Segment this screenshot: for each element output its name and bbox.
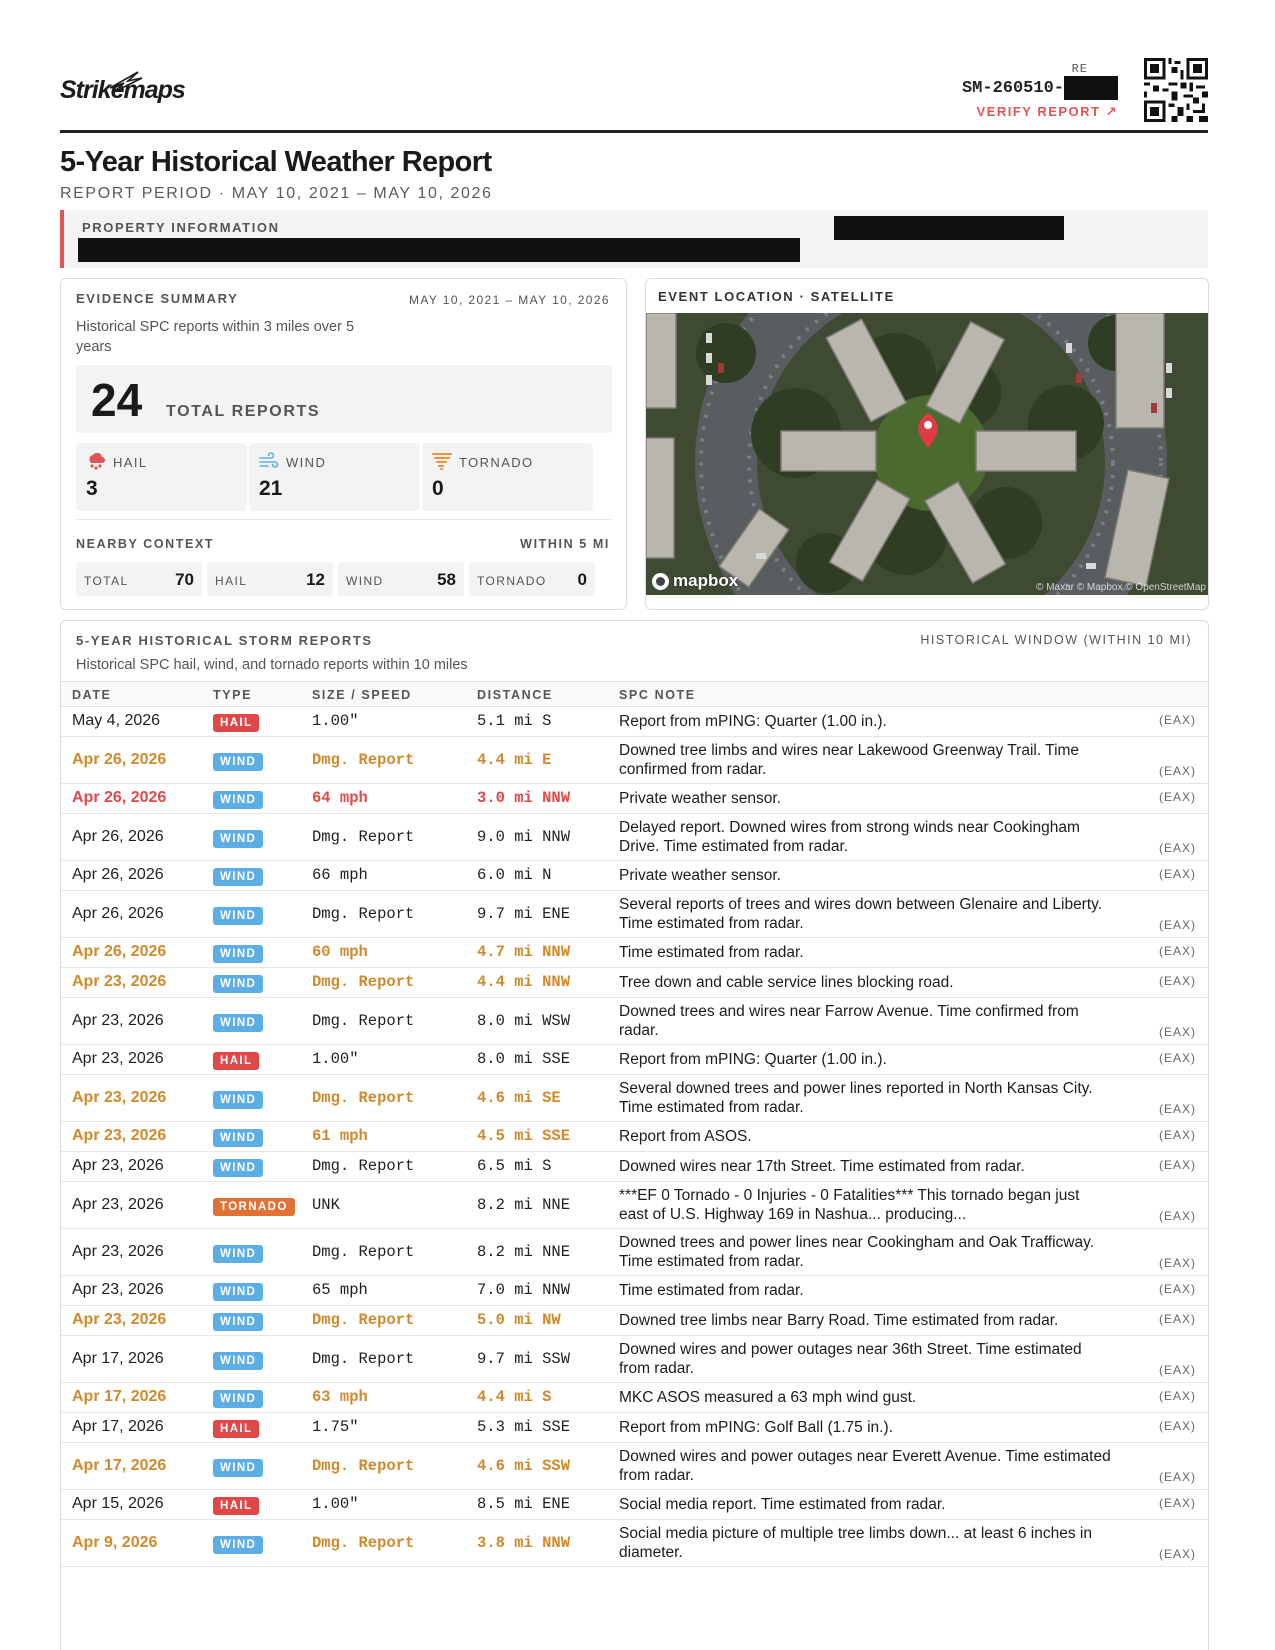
table-row <box>61 707 1208 737</box>
row-source-office: (EAX) <box>1158 841 1196 855</box>
row-source-office: (EAX) <box>1158 764 1196 778</box>
row-spc-note: Downed wires near 17th Street. Time estimated from radar. <box>619 1158 1025 1175</box>
table-row <box>61 998 1208 1045</box>
type-badge: HAIL <box>213 714 259 732</box>
row-distance: 4.4 mi E <box>477 751 552 769</box>
row-spc-note: Downed tree limbs and wires near Lakewood Greenway Trail. Time confirmed from radar. <box>619 742 1080 778</box>
row-spc-note: Social media picture of multiple tree limbs down... at least 6 inches in diameter. <box>619 1525 1092 1561</box>
column-type: TYPE <box>213 688 253 702</box>
row-date: Apr 23, 2026 <box>72 973 167 990</box>
type-badge: HAIL <box>213 1052 259 1070</box>
table-row <box>61 1152 1208 1182</box>
nearby-total-value: 70 <box>175 570 194 589</box>
type-badge: WIND <box>213 868 263 886</box>
row-spc-note: Downed trees and wires near Farrow Avenue. Time confirmed from radar. <box>619 1003 1079 1039</box>
row-source-office: (EAX) <box>1158 918 1196 932</box>
tornado-stat <box>422 443 593 511</box>
row-size-speed: Dmg. Report <box>312 828 415 846</box>
property-information <box>60 210 1208 268</box>
row-type <box>213 1158 263 1177</box>
row-size-speed: 61 mph <box>312 1127 368 1145</box>
row-size-speed: Dmg. Report <box>312 1243 415 1261</box>
nearby-context-label: NEARBY CONTEXT <box>76 537 215 551</box>
table-header <box>61 681 1208 707</box>
satellite-image <box>646 313 1209 595</box>
mapbox-logo-icon <box>652 573 669 590</box>
row-type <box>213 1496 259 1515</box>
row-type <box>213 944 263 963</box>
nearby-within-label: WITHIN 5 MI <box>520 537 610 551</box>
row-source-office: (EAX) <box>1158 1025 1196 1039</box>
row-source-office: (EAX) <box>1158 1256 1196 1270</box>
table-row <box>61 814 1208 861</box>
tornado-stat-label: TORNADO <box>459 455 534 470</box>
row-spc-note: Social media report. Time estimated from radar. <box>619 1496 946 1513</box>
row-spc-note: Several reports of trees and wires down between Glenaire and Liberty. Time estimated from radar. <box>619 896 1103 932</box>
column-distance: DISTANCE <box>477 688 553 702</box>
row-date: Apr 23, 2026 <box>72 1157 164 1174</box>
row-distance: 8.2 mi NNE <box>477 1196 571 1214</box>
table-row <box>61 1306 1208 1336</box>
row-size-speed: Dmg. Report <box>312 1457 415 1475</box>
table-row <box>61 1075 1208 1122</box>
nearby-hail-label: HAIL <box>215 574 248 588</box>
table-row <box>61 1336 1208 1383</box>
row-spc-note: ***EF 0 Tornado - 0 Injuries - 0 Fatalities*** This tornado began just east of U.S. Highway 169 in Nashua... producing... <box>619 1187 1080 1223</box>
row-date: Apr 17, 2026 <box>72 1457 167 1474</box>
row-distance: 7.0 mi NNW <box>477 1281 571 1299</box>
row-distance: 9.7 mi ENE <box>477 905 571 923</box>
type-badge: WIND <box>213 1091 263 1109</box>
row-type <box>213 867 263 886</box>
table-row <box>61 1045 1208 1075</box>
tornado-stat-value: 0 <box>432 477 444 500</box>
row-size-speed: Dmg. Report <box>312 751 415 769</box>
type-badge: WIND <box>213 830 263 848</box>
row-source-office: (EAX) <box>1158 713 1196 727</box>
row-spc-note: Downed tree limbs near Barry Road. Time estimated from radar. <box>619 1312 1059 1329</box>
row-distance: 5.1 mi S <box>477 712 552 730</box>
report-id-text: SM-260510- <box>961 78 1064 98</box>
row-date: Apr 26, 2026 <box>72 789 167 806</box>
row-size-speed: 60 mph <box>312 943 368 961</box>
row-spc-note: Downed wires and power outages near Everett Avenue. Time estimated from radar. <box>619 1448 1111 1484</box>
row-distance: 8.5 mi ENE <box>477 1495 571 1513</box>
row-source-office: (EAX) <box>1158 944 1196 958</box>
historical-window-label: HISTORICAL WINDOW (WITHIN 10 MI) <box>920 633 1192 647</box>
table-row <box>61 861 1208 891</box>
row-spc-note: Report from ASOS. <box>619 1128 752 1145</box>
row-type <box>213 1128 263 1147</box>
row-date: Apr 23, 2026 <box>72 1127 167 1144</box>
row-type <box>213 1051 259 1070</box>
row-type <box>213 752 263 771</box>
row-date: Apr 26, 2026 <box>72 828 164 845</box>
row-spc-note: Time estimated from radar. <box>619 944 804 961</box>
row-date: Apr 23, 2026 <box>72 1089 167 1106</box>
row-source-office: (EAX) <box>1158 1389 1196 1403</box>
row-type <box>213 1197 295 1216</box>
wind-icon <box>259 452 279 470</box>
context-divider <box>76 519 612 520</box>
table-row <box>61 1520 1208 1567</box>
event-location-card <box>645 278 1209 610</box>
verify-report-link[interactable]: VERIFY REPORT ↗ <box>976 104 1118 119</box>
row-size-speed: Dmg. Report <box>312 1350 415 1368</box>
row-spc-note: MKC ASOS measured a 63 mph wind gust. <box>619 1389 917 1406</box>
table-row <box>61 1413 1208 1443</box>
row-distance: 4.4 mi S <box>477 1388 552 1406</box>
row-size-speed: 1.00" <box>312 1495 359 1513</box>
row-date: May 4, 2026 <box>72 712 161 729</box>
report-id <box>962 76 1118 100</box>
row-distance: 4.5 mi SSE <box>477 1127 571 1145</box>
table-row <box>61 1490 1208 1520</box>
row-size-speed: Dmg. Report <box>312 905 415 923</box>
nearby-wind-value: 58 <box>437 570 456 589</box>
type-badge: WIND <box>213 1283 263 1301</box>
hail-icon <box>86 452 106 470</box>
evidence-label: EVIDENCE SUMMARY <box>76 291 239 306</box>
type-badge: WIND <box>213 753 263 771</box>
qr-code-icon[interactable] <box>1144 58 1208 122</box>
row-source-office: (EAX) <box>1158 1496 1196 1510</box>
row-source-office: (EAX) <box>1158 1282 1196 1296</box>
row-size-speed: 1.75" <box>312 1418 359 1436</box>
table-row <box>61 1122 1208 1152</box>
column-size-speed: SIZE / SPEED <box>312 688 412 702</box>
row-date: Apr 17, 2026 <box>72 1350 164 1367</box>
type-badge: WIND <box>213 1459 263 1477</box>
row-date: Apr 17, 2026 <box>72 1418 164 1435</box>
row-spc-note: Report from mPING: Quarter (1.00 in.). <box>619 1051 887 1068</box>
type-badge: WIND <box>213 1536 263 1554</box>
type-badge: WIND <box>213 1352 263 1370</box>
row-source-office: (EAX) <box>1158 1158 1196 1172</box>
page-title: 5-Year Historical Weather Report <box>60 146 492 178</box>
row-size-speed: UNK <box>312 1196 340 1214</box>
row-size-speed: Dmg. Report <box>312 1311 415 1329</box>
row-source-office: (EAX) <box>1158 1051 1196 1065</box>
row-source-office: (EAX) <box>1158 867 1196 881</box>
lightning-bolt-icon <box>108 68 144 94</box>
redacted-address <box>78 238 800 262</box>
row-distance: 8.2 mi NNE <box>477 1243 571 1261</box>
table-row <box>61 1383 1208 1413</box>
type-badge: WIND <box>213 1245 263 1263</box>
wind-stat <box>249 443 420 511</box>
type-badge: WIND <box>213 1390 263 1408</box>
report-header <box>60 52 1208 132</box>
evidence-date-range: MAY 10, 2021 – MAY 10, 2026 <box>408 293 610 307</box>
header-rule <box>60 130 1208 133</box>
row-spc-note: Private weather sensor. <box>619 790 781 807</box>
row-date: Apr 26, 2026 <box>72 905 164 922</box>
row-spc-note: Report from mPING: Golf Ball (1.75 in.). <box>619 1419 893 1436</box>
wind-stat-value: 21 <box>259 477 283 500</box>
nearby-hail <box>207 562 333 596</box>
row-source-office: (EAX) <box>1158 1470 1196 1484</box>
row-spc-note: Downed wires and power outages near 36th Street. Time estimated from radar. <box>619 1341 1082 1377</box>
hail-stat <box>76 443 247 511</box>
table-row <box>61 1182 1208 1229</box>
row-size-speed: Dmg. Report <box>312 1157 415 1175</box>
type-badge: WIND <box>213 1313 263 1331</box>
tornado-icon <box>432 452 452 470</box>
row-date: Apr 23, 2026 <box>72 1196 164 1213</box>
table-row <box>61 938 1208 968</box>
strikemaps-logo <box>60 76 185 105</box>
row-distance: 8.0 mi WSW <box>477 1012 571 1030</box>
row-date: Apr 23, 2026 <box>72 1311 167 1328</box>
table-row <box>61 1229 1208 1276</box>
row-distance: 5.0 mi NW <box>477 1311 561 1329</box>
type-badge: WIND <box>213 1014 263 1032</box>
nearby-total <box>76 562 202 596</box>
row-spc-note: Time estimated from radar. <box>619 1282 804 1299</box>
map-attribution[interactable]: © Maxar © Mapbox © OpenStreetMap <box>1036 582 1206 593</box>
row-size-speed: Dmg. Report <box>312 973 415 991</box>
type-badge: WIND <box>213 1129 263 1147</box>
row-type <box>213 1090 263 1109</box>
hail-stat-value: 3 <box>86 477 98 500</box>
type-badge: WIND <box>213 945 263 963</box>
row-spc-note: Delayed report. Downed wires from strong winds near Cookingham Drive. Time estimated from radar. <box>619 819 1080 855</box>
row-type <box>213 1013 263 1032</box>
row-distance: 9.7 mi SSW <box>477 1350 571 1368</box>
row-type <box>213 1312 263 1331</box>
row-type <box>213 1244 263 1263</box>
type-badge: WIND <box>213 1159 263 1177</box>
row-type <box>213 1389 263 1408</box>
total-reports-count: 24 <box>91 374 143 426</box>
row-type <box>213 790 263 809</box>
row-type <box>213 906 263 925</box>
row-spc-note: Report from mPING: Quarter (1.00 in.). <box>619 713 887 730</box>
evidence-summary-card <box>60 278 627 610</box>
row-distance: 3.0 mi NNW <box>477 789 571 807</box>
total-reports-box <box>76 365 612 433</box>
row-date: Apr 23, 2026 <box>72 1050 164 1067</box>
nearby-hail-value: 12 <box>306 570 325 589</box>
row-type <box>213 713 259 732</box>
row-type <box>213 974 263 993</box>
mapbox-logo[interactable] <box>652 571 738 591</box>
row-source-office: (EAX) <box>1158 1312 1196 1326</box>
table-row <box>61 737 1208 784</box>
table-row <box>61 891 1208 938</box>
total-reports-label: TOTAL REPORTS <box>166 403 321 420</box>
row-spc-note: Downed trees and power lines near Cookingham and Oak Trafficway. Time estimated from radar. <box>619 1234 1095 1270</box>
row-source-office: (EAX) <box>1158 1547 1196 1561</box>
row-size-speed: Dmg. Report <box>312 1089 415 1107</box>
row-distance: 9.0 mi NNW <box>477 828 571 846</box>
property-label: PROPERTY INFORMATION <box>82 220 280 235</box>
nearby-total-label: TOTAL <box>84 574 129 588</box>
row-size-speed: 1.00" <box>312 1050 359 1068</box>
row-source-office: (EAX) <box>1158 1102 1196 1116</box>
logo-text: Strikemaps <box>60 76 185 104</box>
evidence-description: Historical SPC reports within 3 miles over 5 years <box>76 319 355 355</box>
type-badge: HAIL <box>213 1497 259 1515</box>
nearby-tornado <box>469 562 595 596</box>
row-date: Apr 26, 2026 <box>72 866 164 883</box>
row-distance: 4.6 mi SE <box>477 1089 561 1107</box>
wind-stat-label: WIND <box>286 455 327 470</box>
table-row <box>61 968 1208 998</box>
row-source-office: (EAX) <box>1158 1419 1196 1433</box>
row-date: Apr 26, 2026 <box>72 943 167 960</box>
type-badge: WIND <box>213 791 263 809</box>
type-badge: WIND <box>213 975 263 993</box>
row-date: Apr 23, 2026 <box>72 1012 164 1029</box>
table-row <box>61 1443 1208 1490</box>
row-spc-note: Tree down and cable service lines blocking road. <box>619 974 954 991</box>
type-badge: TORNADO <box>213 1198 295 1216</box>
row-size-speed: Dmg. Report <box>312 1012 415 1030</box>
column-date: DATE <box>72 688 112 702</box>
row-date: Apr 9, 2026 <box>72 1534 158 1551</box>
row-distance: 6.0 mi N <box>477 866 552 884</box>
nearby-tornado-label: TORNADO <box>477 574 547 588</box>
column-spc-note: SPC NOTE <box>619 688 696 702</box>
table-row <box>61 1276 1208 1306</box>
row-type <box>213 829 263 848</box>
row-source-office: (EAX) <box>1158 1209 1196 1223</box>
nearby-tornado-value: 0 <box>577 570 587 589</box>
redacted-block <box>1064 76 1118 100</box>
row-distance: 5.3 mi SSE <box>477 1418 571 1436</box>
map-label: EVENT LOCATION · SATELLITE <box>658 289 895 304</box>
nearby-wind <box>338 562 464 596</box>
row-date: Apr 17, 2026 <box>72 1388 167 1405</box>
row-type <box>213 1419 259 1438</box>
row-date: Apr 23, 2026 <box>72 1243 164 1260</box>
hail-stat-label: HAIL <box>113 455 148 470</box>
row-type <box>213 1282 263 1301</box>
row-spc-note: Private weather sensor. <box>619 867 781 884</box>
row-distance: 4.4 mi NNW <box>477 973 571 991</box>
type-badge: WIND <box>213 907 263 925</box>
row-distance: 3.8 mi NNW <box>477 1534 571 1552</box>
report-reference <box>962 62 1118 120</box>
report-period: REPORT PERIOD · MAY 10, 2021 – MAY 10, 2026 <box>60 185 493 202</box>
storm-reports-label: 5-YEAR HISTORICAL STORM REPORTS <box>76 633 373 648</box>
row-date: Apr 23, 2026 <box>72 1281 164 1298</box>
row-distance: 4.6 mi SSW <box>477 1457 571 1475</box>
row-size-speed: 63 mph <box>312 1388 368 1406</box>
row-source-office: (EAX) <box>1158 1363 1196 1377</box>
redacted-detail <box>834 216 1064 240</box>
row-date: Apr 26, 2026 <box>72 751 167 768</box>
row-size-speed: 65 mph <box>312 1281 368 1299</box>
row-source-office: (EAX) <box>1158 974 1196 988</box>
row-size-speed: 1.00" <box>312 712 359 730</box>
nearby-wind-label: WIND <box>346 574 384 588</box>
row-size-speed: 66 mph <box>312 866 368 884</box>
row-size-speed: Dmg. Report <box>312 1534 415 1552</box>
row-type <box>213 1351 263 1370</box>
type-badge: HAIL <box>213 1420 259 1438</box>
row-source-office: (EAX) <box>1158 1128 1196 1142</box>
storm-reports-card <box>60 620 1209 1650</box>
storm-reports-description: Historical SPC hail, wind, and tornado reports within 10 miles <box>76 657 468 673</box>
row-distance: 4.7 mi NNW <box>477 943 571 961</box>
row-distance: 6.5 mi S <box>477 1157 552 1175</box>
row-size-speed: 64 mph <box>312 789 368 807</box>
row-date: Apr 15, 2026 <box>72 1495 164 1512</box>
row-distance: 8.0 mi SSE <box>477 1050 571 1068</box>
ref-prefix: RE <box>1071 62 1088 76</box>
satellite-map[interactable] <box>646 313 1209 595</box>
storm-reports-table-body <box>61 707 1208 1567</box>
row-type <box>213 1535 263 1554</box>
mapbox-logo-text: mapbox <box>673 571 739 590</box>
row-type <box>213 1458 263 1477</box>
row-source-office: (EAX) <box>1158 790 1196 804</box>
table-row <box>61 784 1208 814</box>
row-spc-note: Several downed trees and power lines reported in North Kansas City. Time estimated from radar. <box>619 1080 1093 1116</box>
